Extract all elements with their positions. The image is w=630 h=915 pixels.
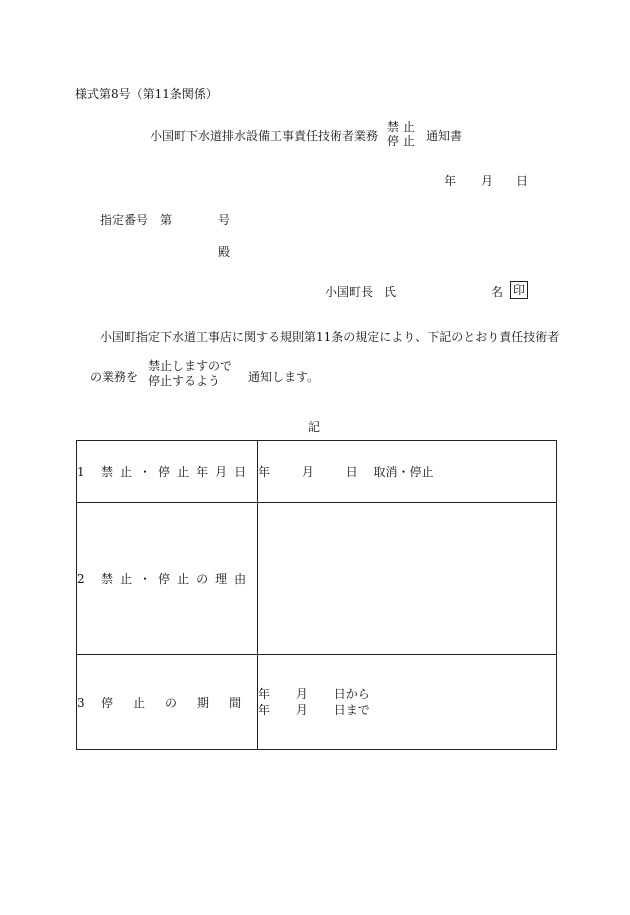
issuer-mei: 名 — [491, 285, 504, 299]
issuer-shi: 氏 — [384, 285, 397, 299]
value-day: 日 — [345, 465, 358, 479]
label-char: の — [165, 695, 178, 710]
form-label: 様式第8号（第11条関係） — [75, 87, 218, 101]
title-option-prohibit: 禁 止 — [387, 120, 415, 134]
label-char: 由 — [234, 572, 247, 586]
title-option-suspend: 停 止 — [387, 134, 415, 148]
designation-label: 指定番号 — [100, 213, 149, 227]
label-char: 理 — [215, 572, 228, 586]
seal-mark: 印 — [510, 281, 528, 299]
row-value-reason — [258, 503, 557, 655]
label-char: 年 — [196, 465, 209, 479]
label-char: 止 — [120, 572, 133, 586]
row-label-chars — [101, 463, 246, 480]
row-value — [258, 441, 557, 503]
value-day-from: 日から — [333, 687, 370, 701]
table-row — [77, 503, 557, 655]
label-char: ・ — [139, 572, 152, 586]
duty-option-suspend: 停止するよう — [148, 374, 221, 388]
label-char: 止 — [120, 465, 133, 479]
title-option-stack — [387, 120, 415, 148]
label-char: 禁 — [101, 572, 114, 586]
value-day-to: 日まで — [333, 703, 370, 717]
body-paragraph: 小国町指定下水道工事店に関する規則第11条の規定により、下記のとおり責任技術者 — [100, 330, 560, 344]
duty-option-prohibit: 禁止しますので — [148, 359, 233, 373]
row-value-period — [258, 655, 557, 750]
label-char: の — [196, 572, 209, 586]
designation-go: 号 — [218, 213, 231, 227]
label-char: 間 — [229, 695, 242, 710]
document-title: 小国町下水道排水設備工事責任技術者業務 — [150, 129, 379, 143]
label-char: ・ — [139, 465, 152, 479]
row-label-chars — [101, 570, 246, 587]
row-number: 3 — [77, 695, 85, 710]
period-from — [258, 686, 556, 702]
table-row — [77, 655, 557, 750]
table-row — [77, 441, 557, 503]
label-char: 期 — [197, 695, 210, 710]
duty-option-stack — [148, 359, 232, 389]
label-char: 停 — [101, 695, 114, 710]
issuer-title: 小国町長 — [325, 285, 374, 299]
row-number: 2 — [77, 572, 85, 586]
designation-dai: 第 — [160, 213, 173, 227]
duty-suffix: 通知します。 — [248, 370, 320, 384]
date-day: 日 — [516, 174, 529, 188]
label-char: 月 — [215, 465, 228, 479]
value-year: 年 — [258, 703, 271, 717]
label-char: 止 — [133, 695, 146, 710]
period-to — [258, 702, 556, 718]
value-month: 月 — [295, 703, 308, 717]
addressee-suffix: 殿 — [218, 245, 231, 259]
ki-heading: 記 — [308, 420, 321, 434]
value-month: 月 — [295, 687, 308, 701]
record-table — [76, 440, 557, 750]
row-label — [77, 655, 258, 750]
value-year: 年 — [258, 465, 271, 479]
row-label — [77, 503, 258, 655]
label-char: 停 — [158, 572, 171, 586]
label-char: 止 — [177, 465, 190, 479]
row-label-chars — [101, 694, 241, 711]
date-month: 月 — [481, 174, 494, 188]
value-month: 月 — [301, 465, 314, 479]
value-cancel-suspend: 取消・停止 — [373, 465, 434, 479]
value-year: 年 — [258, 687, 271, 701]
label-char: 禁 — [101, 465, 114, 479]
label-char: 日 — [234, 465, 247, 479]
title-tail: 通知書 — [426, 129, 463, 143]
label-char: 停 — [158, 465, 171, 479]
row-label — [77, 441, 258, 503]
label-char: 止 — [177, 572, 190, 586]
date-year: 年 — [444, 174, 457, 188]
row-number: 1 — [77, 465, 85, 479]
duty-prefix: の業務を — [90, 370, 139, 384]
